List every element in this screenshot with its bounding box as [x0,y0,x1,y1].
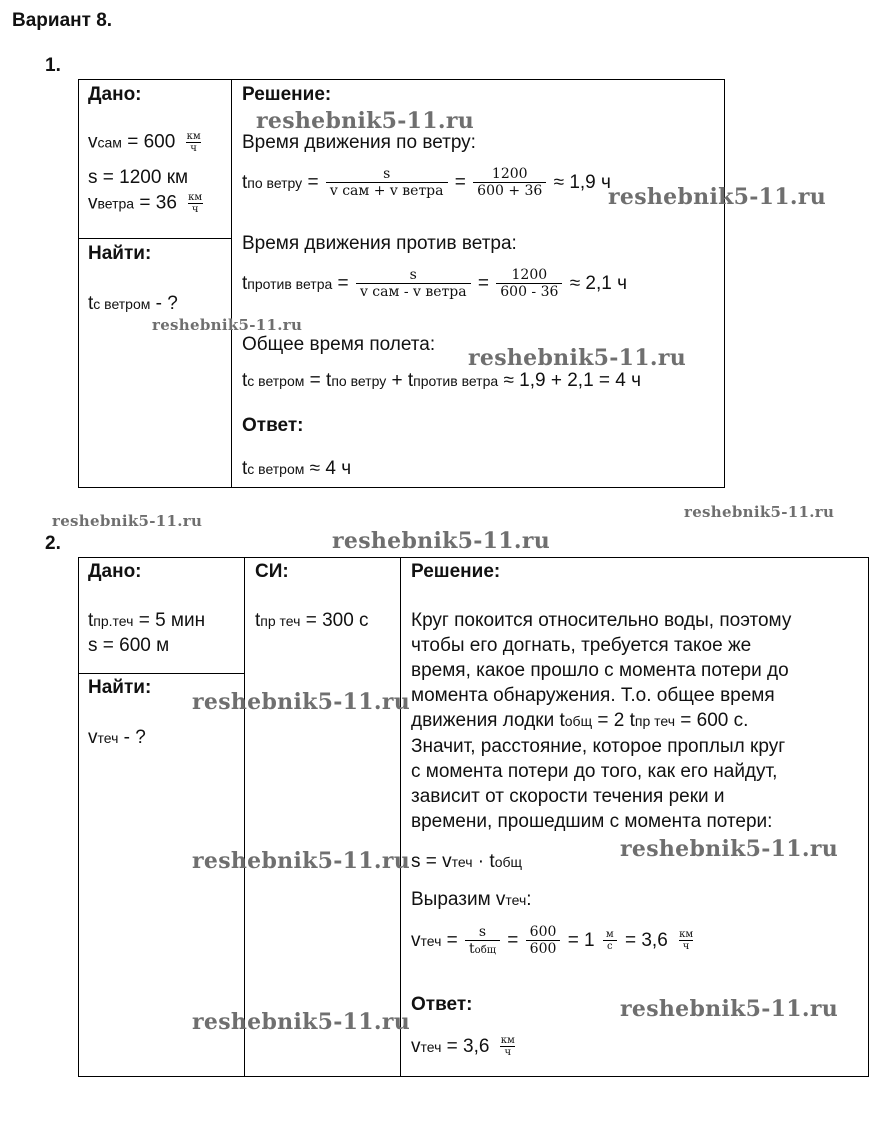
p2-eq-s: s = vтеч · tобщ [411,851,523,872]
watermark: reshebnik5-11.ru [620,836,839,862]
page-title: Вариант 8. [12,10,113,31]
problem-1-number: 1. [45,55,61,76]
p2-si-value: tпр теч = 300 с [255,610,369,631]
p1-given-s: s = 1200 км [88,167,189,188]
p1-step3-text: Общее время полета: [242,334,436,355]
watermark: reshebnik5-11.ru [608,184,827,210]
watermark: reshebnik5-11.ru [332,528,551,554]
p2-para-line: времени, прошедшим с момента потери: [411,811,773,832]
p2-para-line-5: движения лодки tобщ = 2 tпр теч = 600 с. [411,710,749,731]
p1-find-label: Найти: [88,243,152,264]
p1-solution-label: Решение: [242,84,332,105]
watermark: reshebnik5-11.ru [152,316,303,334]
p2-para-line: время, какое прошло с момента потери до [411,660,789,681]
p2-given-s: s = 600 м [88,635,170,656]
watermark: reshebnik5-11.ru [256,108,475,134]
p1-step1-text: Время движения по ветру: [242,132,476,153]
watermark: reshebnik5-11.ru [192,848,411,874]
p1-eq2: t против ветра = $\frac{s}{\text{v сам - v ветра}}$ = $\frac{1200}{600 - 36}$ ≈ 2,1 ч [242,267,627,301]
p2-answer-label: Ответ: [411,994,473,1015]
watermark: reshebnik5-11.ru [192,1009,411,1035]
p1-eq1: t по ветру = $\frac{s}{\text{v сам + v ветра}}$ = $\frac{1200}{600 + 36}$ ≈ 1,9 ч [242,166,611,200]
p2-para-line: Значит, расстояние, которое проплыл круг [411,736,786,757]
p1-given-v-sam: vсам = 600 $\frac{км}{ч}$ [88,131,201,154]
watermark: reshebnik5-11.ru [468,345,687,371]
p2-given-label: Дано: [88,561,142,582]
p1-given-label: Дано: [88,84,142,105]
p2-para-line: зависит от скорости течения реки и [411,786,725,807]
p1-given-v-wind: vветра = 36 $\frac{км}{ч}$ [88,192,203,215]
watermark: reshebnik5-11.ru [52,512,203,530]
p2-answer-value: v теч = 3,6 $\frac{км}{ч}$ [411,1035,515,1058]
p2-para-line: момента обнаружения. Т.о. общее время [411,685,775,706]
p1-eq3: tс ветром = tпо ветру + tпротив ветра ≈ 1,9 + 2,1 = 4 ч [242,370,642,391]
watermark: reshebnik5-11.ru [192,689,411,715]
p1-answer-label: Ответ: [242,415,304,436]
p2-express-text: Выразим vтеч: [411,889,532,910]
p1-find-value: tс ветром - ? [88,293,178,314]
problem-2-number: 2. [45,533,61,554]
watermark: reshebnik5-11.ru [620,996,839,1022]
p1-answer-value: tс ветром ≈ 4 ч [242,458,352,479]
p1-step2-text: Время движения против ветра: [242,233,517,254]
p2-find-label: Найти: [88,677,152,698]
p2-para-line: Круг покоится относительно воды, поэтому [411,610,792,631]
p2-si-label: СИ: [255,561,289,582]
p2-para-line: с момента потери до того, как его найдут, [411,761,778,782]
p2-para-line: чтобы его догнать, требуется такое же [411,635,752,656]
p2-paragraph [411,608,863,834]
p2-solution-label: Решение: [411,561,501,582]
p2-find-value: vтеч - ? [88,727,146,748]
p2-given-t: tпр.теч = 5 мин [88,610,206,631]
p2-eq-v: v теч = $\frac{s}{\text{tобщ}}$ = $\frac{600}{600}$ = 1 $\frac{м}{с}$ = 3,6 $\frac{км}{ч}$ [411,924,694,958]
watermark: reshebnik5-11.ru [684,503,835,521]
